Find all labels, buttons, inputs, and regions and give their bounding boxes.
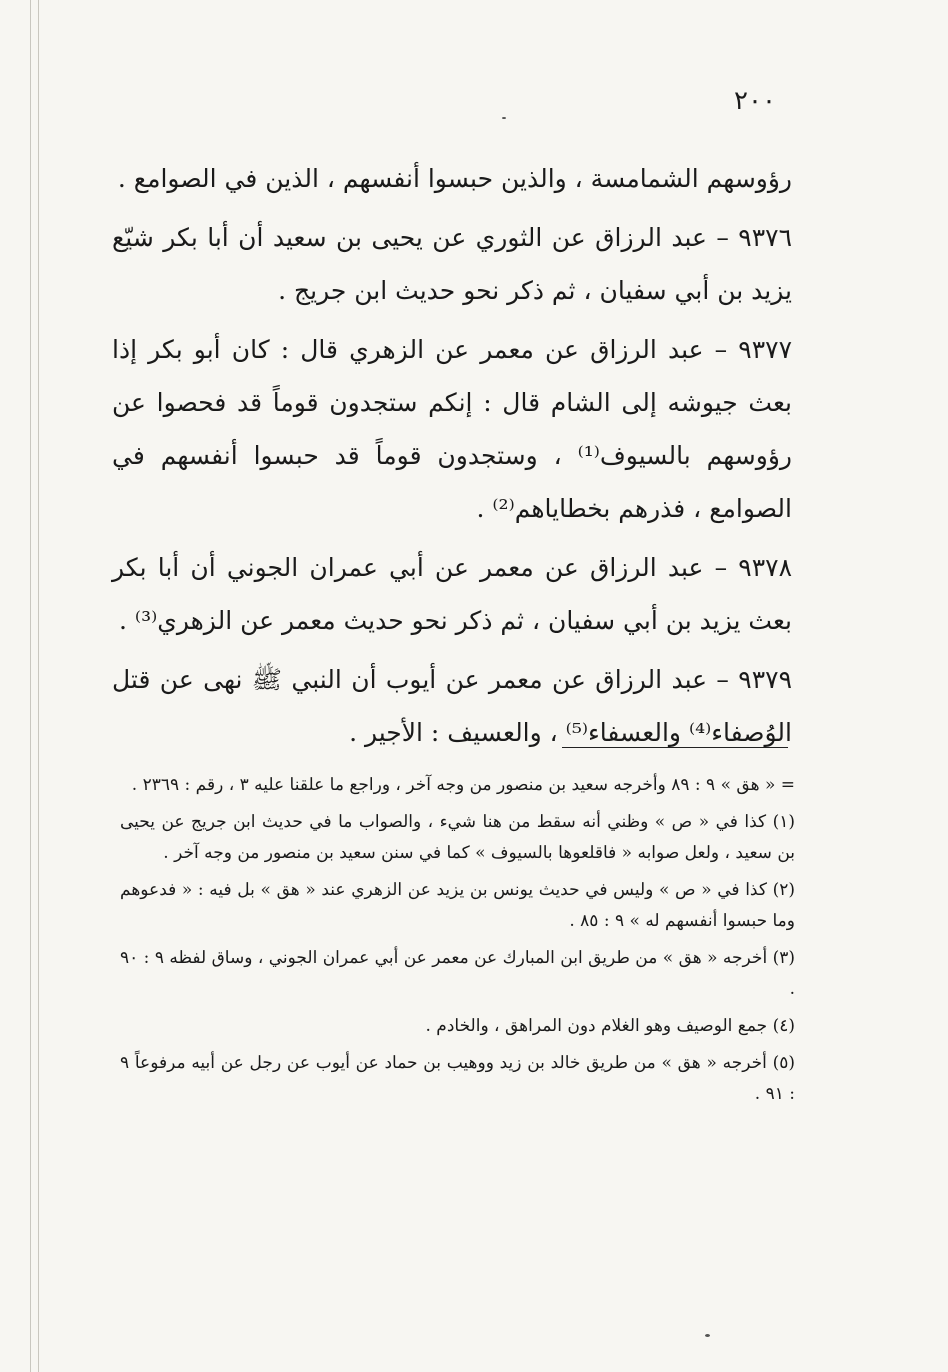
hadith-9379: ٩٣٧٩ – عبد الرزاق عن معمر عن أيوب أن النبي ﷺ نهى عن قتل الوُصفاء⁽⁴⁾ والعسفاء⁽⁵⁾ ، والعسيف : الأجير . xyxy=(112,665,792,747)
paragraph-continuation: رؤوسهم الشمامسة ، والذين حبسوا أنفسهم ، الذين في الصوامع . xyxy=(117,164,792,193)
footnote-4: (٤) جمع الوصيف وهو الغلام دون المراهق ، والخادم . xyxy=(425,1016,795,1036)
footnotes xyxy=(120,770,795,1116)
page-number: ٢٠٠ xyxy=(734,86,776,116)
footnote-2: (٢) كذا في « ص » وليس في حديث يونس بن يزيد عن الزهري عند « هق » بل فيه : « فدعوهم وما حبسوا أنفسهم له » ٩ : ٨٥ . xyxy=(120,880,795,931)
scan-edge-line xyxy=(38,0,39,1372)
footnote-divider xyxy=(562,747,788,748)
scan-speck xyxy=(502,117,506,119)
main-text xyxy=(112,152,792,759)
footnote-1: (١) كذا في « ص » وظني أنه سقط من هنا شيء ، والصواب ما في حديث ابن جريج عن يحيى بن سعيد ، ولعل صوابه « فاقلعوها بالسيوف » كما في سنن سعيد بن منصور من وجه آخر . xyxy=(120,812,795,863)
hadith-9376: ٩٣٧٦ – عبد الرزاق عن الثوري عن يحيى بن سعيد أن أبا بكر شيّع يزيد بن أبي سفيان ، ثم ذكر نحو حديث ابن جريج . xyxy=(112,223,792,305)
scan-edge-line xyxy=(30,0,31,1372)
hadith-9378: ٩٣٧٨ – عبد الرزاق عن معمر عن أبي عمران الجوني أن أبا بكر بعث يزيد بن أبي سفيان ، ثم ذكر نحو حديث معمر عن الزهري⁽³⁾ . xyxy=(112,553,792,635)
footnote-5: (٥) أخرجه « هق » من طريق خالد بن زيد ووهيب بن حماد عن أيوب عن رجل عن أبيه مرفوعاً ٩ : ٩١ . xyxy=(120,1053,795,1104)
hadith-9377: ٩٣٧٧ – عبد الرزاق عن معمر عن الزهري قال : كان أبو بكر إذا بعث جيوشه إلى الشام قال : إنكم ستجدون قوماً قد فحصوا عن رؤوسهم بالسيوف⁽¹⁾ ، وستجدون قوماً قد حبسوا أنفسهم في الصوامع ، فذرهم بخطاياهم⁽²⁾ . xyxy=(112,335,792,523)
footnote-3: (٣) أخرجه « هق » من طريق ابن المبارك عن معمر عن أبي عمران الجوني ، وساق لفظه ٩ : ٩٠ . xyxy=(120,948,795,999)
scan-speck xyxy=(705,1334,710,1337)
footnote-continuation: = « هق » ٩ : ٨٩ وأخرجه سعيد بن منصور من وجه آخر ، وراجع ما علقنا عليه ٣ ، رقم : ٢٣٦٩ . xyxy=(131,775,795,795)
